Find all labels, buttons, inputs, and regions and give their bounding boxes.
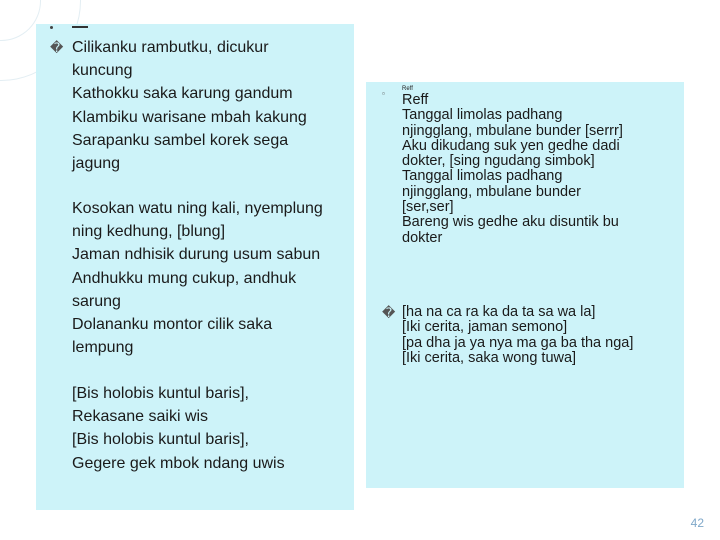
- left-verse-1: [72, 36, 307, 175]
- lyric-line: [pa dha ja ya nya ma ga ba tha nga]: [402, 334, 634, 351]
- lyric-line: njingglang, mbulane bunder: [402, 183, 581, 200]
- lyric-line: Tanggal limolas padhang: [402, 168, 563, 185]
- lyric-line: [Iki cerita, jaman semono]: [402, 319, 568, 336]
- reff-mini-label: Reff: [402, 86, 413, 92]
- right-aksara-block: [402, 305, 633, 366]
- lyric-line: kuncung: [72, 62, 133, 80]
- lyric-line: lempung: [72, 339, 134, 357]
- lyric-line: njingglang, mbulane bunder [serrr]: [402, 122, 623, 139]
- lyric-line: Cilikanku rambutku, dicukur: [72, 39, 269, 56]
- lyric-line: Rekasane saiki wis: [72, 408, 209, 426]
- lyric-line: Klambiku warisane mbah kakung: [72, 108, 307, 126]
- lyric-line: [ha na ca ra ka da ta sa wa la]: [402, 304, 596, 320]
- lyric-line: ning kedhung, [blung]: [72, 223, 226, 241]
- lyric-line: Reff: [402, 92, 429, 108]
- lyric-line: Dolananku montor cilik saka: [72, 316, 273, 334]
- right-reff-block: [402, 93, 623, 246]
- lyric-line: Jaman ndhisik durung usum sabun: [72, 246, 321, 264]
- right-bullet-icon: �: [382, 305, 396, 320]
- lyric-line: Bareng wis gedhe aku disuntik bu: [402, 214, 619, 231]
- left-bullet-icon: �: [50, 40, 64, 55]
- lyric-line: [Bis holobis kuntul baris],: [72, 385, 249, 402]
- lyric-line: dokter, [sing ngudang simbok]: [402, 153, 595, 170]
- lyric-line: jagung: [72, 155, 121, 173]
- lyric-line: Tanggal limolas padhang: [402, 107, 563, 124]
- lyric-line: Kosokan watu ning kali, nyemplung: [72, 200, 323, 217]
- lyric-line: [Iki cerita, saka wong tuwa]: [402, 349, 577, 366]
- left-verse-3: [72, 382, 285, 475]
- lyric-line: Aku dikudang suk yen gedhe dadi: [402, 137, 620, 154]
- lyric-line: Gegere gek mbok ndang uwis: [72, 454, 285, 472]
- decorative-dot: [50, 26, 53, 29]
- left-verse-2: [72, 197, 323, 359]
- decorative-dash: [72, 26, 88, 28]
- lyric-line: dokter: [402, 229, 443, 246]
- page-number: 42: [690, 516, 704, 530]
- lyric-line: sarung: [72, 292, 121, 310]
- lyric-line: [ser,ser]: [402, 199, 454, 216]
- lyric-line: [Bis holobis kuntul baris],: [72, 431, 249, 449]
- lyric-line: Sarapanku sambel korek sega: [72, 131, 289, 149]
- right-bullet-small-icon: ▫: [382, 89, 385, 98]
- lyric-line: Andhukku mung cukup, andhuk: [72, 269, 297, 287]
- lyric-line: Kathokku saka karung gandum: [72, 85, 293, 103]
